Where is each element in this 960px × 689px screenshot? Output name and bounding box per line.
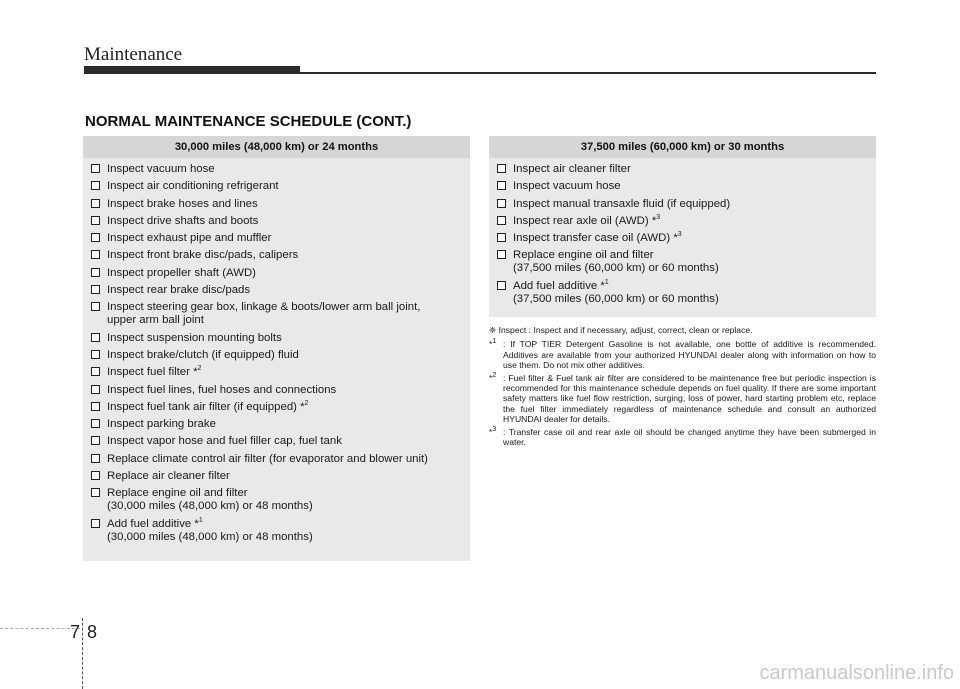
item-text: Inspect air cleaner filter — [513, 163, 631, 175]
footnote — [489, 373, 876, 425]
footnote-text: : Transfer case oil and rear axle oil should be changed anytime they have been submerged in water. — [503, 426, 876, 448]
checkbox-icon — [91, 471, 100, 480]
checkbox-icon — [91, 285, 100, 294]
watermark: carmanualsonline.info — [759, 662, 954, 684]
checklist-item — [91, 453, 470, 466]
item-text: Replace climate control air filter (for evaporator and blower unit) — [107, 452, 428, 465]
checklist-item — [497, 180, 876, 193]
footnote-number: 2 — [492, 371, 497, 379]
item-text: Inspect rear axle oil (AWD) * — [513, 214, 657, 227]
item-text: Inspect manual transaxle fluid (if equipped) — [513, 197, 731, 210]
checklist-item — [91, 332, 470, 345]
item-text: Replace engine oil and filter — [513, 249, 654, 262]
inspect-note: ❈ Inspect : Inspect and if necessary, adjust, correct, clean or replace. — [489, 325, 753, 335]
checklist-item — [91, 284, 470, 297]
item-text: Add fuel additive * — [513, 279, 605, 292]
checkbox-icon — [497, 233, 506, 242]
item-text: Inspect fuel tank air filter (if equipped) * — [107, 400, 305, 413]
panel-heading: 30,000 miles (48,000 km) or 24 months — [83, 136, 470, 158]
checklist-item — [91, 418, 470, 431]
panel-heading: 37,500 miles (60,000 km) or 30 months — [489, 136, 876, 158]
checklist-item — [91, 232, 470, 245]
item-text: Inspect vapor hose and fuel filler cap, fuel tank — [107, 435, 342, 448]
chapter-number: 7 — [70, 622, 81, 642]
item-text: Inspect exhaust pipe and muffler — [107, 232, 272, 245]
checkbox-icon — [91, 250, 100, 259]
item-text: Inspect transfer case oil (AWD) * — [513, 232, 678, 245]
checkbox-icon — [91, 385, 100, 394]
item-text-continued: (37,500 miles (60,000 km) or 60 months) — [513, 262, 719, 275]
checkbox-icon — [497, 181, 506, 190]
footnote-mark — [489, 373, 496, 383]
checkbox-icon — [497, 199, 506, 208]
checklist-item — [91, 267, 470, 280]
checkbox-icon — [91, 181, 100, 190]
checkbox-icon — [91, 436, 100, 445]
footnote — [489, 427, 876, 448]
checklist — [83, 158, 470, 544]
checkbox-icon — [91, 164, 100, 173]
item-text: Inspect brake/clutch (if equipped) fluid — [107, 348, 299, 361]
checklist-item — [91, 198, 470, 211]
checkbox-icon — [497, 281, 506, 290]
item-text-continued: upper arm ball joint — [107, 314, 204, 327]
item-text: Inspect brake hoses and lines — [107, 197, 258, 210]
schedule-panel-30000 — [83, 136, 470, 561]
footnote-text: : Fuel filter & Fuel tank air filter are considered to be maintenance free but periodic inspection is recommended for this maintenance schedule depends on fuel quality. If there are some important safety matters like fuel flow restriction, surging, loss of power, hard starting problem etc, replace the fuel filter immediately regardless of maintenance schedule and consult an authorized HYUNDAI dealer for details. — [503, 372, 876, 425]
item-text: Add fuel additive * — [107, 517, 199, 530]
footnote-ref: 2 — [197, 365, 202, 373]
checkbox-icon — [91, 367, 100, 376]
footnote-ref: 1 — [198, 516, 203, 524]
footnote-ref: 2 — [304, 400, 309, 408]
page-edge-mark — [0, 628, 80, 629]
footnotes — [489, 325, 876, 449]
section-title: Maintenance — [84, 44, 183, 65]
item-text: Inspect parking brake — [107, 418, 216, 431]
checklist-item — [91, 366, 470, 379]
checklist-item — [91, 487, 470, 513]
item-text: Replace air cleaner filter — [107, 470, 230, 483]
item-text: Inspect front brake disc/pads, calipers — [107, 249, 299, 262]
header-bar — [84, 66, 300, 74]
checklist-item — [91, 518, 470, 544]
schedule-panel-37500 — [489, 136, 876, 317]
checklist-item — [91, 435, 470, 448]
checklist-item — [91, 349, 470, 362]
item-text: Inspect air conditioning refrigerant — [107, 180, 279, 193]
checklist-item — [91, 215, 470, 228]
checklist-item — [91, 301, 470, 327]
footnote-mark — [489, 339, 496, 349]
footnote-star: * — [489, 372, 493, 383]
checklist-item — [91, 384, 470, 397]
footnote-number: 1 — [492, 338, 497, 346]
footnote-ref: 3 — [656, 214, 661, 222]
checklist-item — [497, 249, 876, 275]
checklist-item — [91, 401, 470, 414]
checkbox-icon — [91, 268, 100, 277]
footnote-ref: 1 — [604, 278, 609, 286]
header-rule — [300, 72, 876, 74]
item-text: Inspect fuel filter * — [107, 366, 198, 379]
checklist-item — [497, 232, 876, 245]
item-text: Inspect vacuum hose — [107, 163, 215, 175]
item-text-continued: (37,500 miles (60,000 km) or 60 months) — [513, 292, 719, 305]
page-divider — [82, 618, 83, 689]
page-number: 8 — [87, 622, 98, 642]
checklist-item — [497, 280, 876, 306]
checklist-item — [91, 249, 470, 262]
footnote — [489, 339, 876, 370]
checkbox-icon — [91, 216, 100, 225]
checklist-item — [91, 470, 470, 483]
checkbox-icon — [91, 519, 100, 528]
checkbox-icon — [91, 233, 100, 242]
item-text: Inspect steering gear box, linkage & boots/lower arm ball joint, — [107, 301, 421, 314]
item-text: Inspect suspension mounting bolts — [107, 331, 282, 344]
checklist-item — [497, 163, 876, 176]
item-text: Inspect drive shafts and boots — [107, 214, 259, 227]
checkbox-icon — [497, 164, 506, 173]
checklist — [489, 158, 876, 306]
item-text-continued: (30,000 miles (48,000 km) or 48 months) — [107, 530, 313, 543]
footnote-mark — [489, 427, 496, 437]
checklist-item — [91, 180, 470, 193]
checkbox-icon — [497, 250, 506, 259]
checkbox-icon — [497, 216, 506, 225]
checkbox-icon — [91, 402, 100, 411]
footnote-text: : If TOP TIER Detergent Gasoline is not available, one bottle of additive is recommended. Additives are available from your authorized HYUNDAI dealer along with information on how to use them. Do not mix other additives. — [503, 339, 876, 371]
checklist-item — [91, 163, 470, 176]
checkbox-icon — [91, 302, 100, 311]
page-heading: NORMAL MAINTENANCE SCHEDULE (CONT.) — [85, 113, 412, 130]
checkbox-icon — [91, 350, 100, 359]
item-text: Inspect vacuum hose — [513, 180, 621, 193]
item-text: Inspect fuel lines, fuel hoses and connections — [107, 383, 337, 396]
checkbox-icon — [91, 419, 100, 428]
checkbox-icon — [91, 199, 100, 208]
checkbox-icon — [91, 333, 100, 342]
footnote-star: * — [489, 426, 493, 437]
checkbox-icon — [91, 488, 100, 497]
item-text: Inspect rear brake disc/pads — [107, 284, 251, 297]
footnote-star: * — [489, 339, 493, 350]
footnote-number: 3 — [492, 425, 497, 433]
item-text: Replace engine oil and filter — [107, 487, 248, 500]
checklist-item — [497, 215, 876, 228]
footnote-ref: 3 — [677, 231, 682, 239]
item-text: Inspect propeller shaft (AWD) — [107, 266, 256, 279]
checklist-item — [497, 198, 876, 211]
checkbox-icon — [91, 454, 100, 463]
item-text-continued: (30,000 miles (48,000 km) or 48 months) — [107, 500, 313, 513]
